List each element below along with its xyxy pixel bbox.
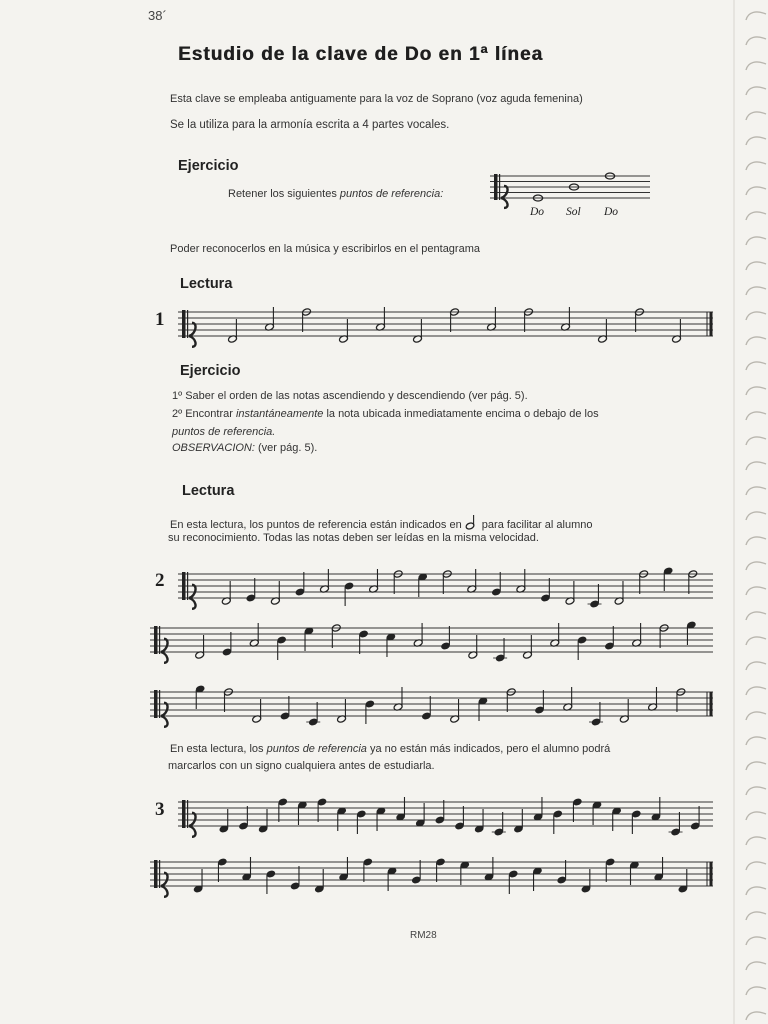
half-note [265,307,275,331]
half-note [228,319,238,343]
quarter-note [441,626,451,650]
quarter-note [535,690,545,714]
quarter-note [669,812,683,836]
half-note [467,569,477,593]
half-note [619,699,629,723]
binding-ring [746,187,766,195]
quarter-note [572,798,582,822]
quarter-note [195,685,205,709]
lectura-heading-2: Lectura [182,483,235,499]
lectura-3-text-1-prefix: En esta lectura, los [170,743,267,755]
quarter-note [339,857,349,881]
binding-ring [746,637,766,645]
quarter-note [435,800,445,824]
staff-reading-1 [178,300,713,350]
half-note [331,624,341,648]
observation [172,442,317,454]
staff-reading-2-row-3 [150,680,713,730]
quarter-note [258,809,268,833]
binding-ring [746,987,766,995]
binding-ring [746,687,766,695]
quarter-note [297,801,307,825]
half-note [563,687,573,711]
binding-ring [746,912,766,920]
binding-ring [746,387,766,395]
quarter-note [356,810,366,834]
binding-ring [746,737,766,745]
half-note [487,307,497,331]
quarter-note [365,700,375,724]
quarter-note [604,626,614,650]
half-note [195,635,205,659]
quarter-note [363,858,373,882]
spiral-binding [730,0,768,1024]
half-note [320,569,330,593]
half-note [468,635,478,659]
half-note-icon [465,515,479,531]
quarter-note [359,630,369,654]
quarter-note [193,869,203,893]
half-note [249,623,259,647]
binding-ring [746,662,766,670]
quarter-note [678,869,688,893]
intro-line-2: Se la utiliza para la armonía escrita a 4 partes vocales. [170,119,450,131]
footer-code: RM28 [410,930,437,941]
binding-ring [746,1012,766,1020]
lectura-2-text-1 [170,515,592,531]
quarter-note [651,797,661,821]
quarter-note [278,798,288,822]
ejercicio-heading-2: Ejercicio [180,363,241,379]
lectura-2-text-2: su reconocimiento. Todas las notas deben ser leídas en la misma velocidad. [168,532,539,544]
half-note [221,581,231,605]
binding-ring [746,487,766,495]
quarter-note [277,636,287,660]
lectura-3-text-1-emphasis: puntos de referencia [266,743,367,755]
quarter-note [290,866,300,890]
binding-ring [746,937,766,945]
quarter-note [460,861,470,885]
binding-ring [746,37,766,45]
quarter-note [589,702,603,726]
c-clef-icon [494,174,508,208]
binding-ring [746,537,766,545]
lectura-3-text-1 [170,743,610,755]
quarter-note [592,801,602,825]
quarter-note [337,807,347,831]
quarter-note [605,858,615,882]
binding-ring [746,362,766,370]
quarter-note [411,860,421,884]
item-2-emphasis: instantáneamente [235,408,324,420]
half-note [672,319,682,343]
quarter-note [513,809,523,833]
quarter-note [344,582,354,606]
quarter-note [690,806,700,830]
quarter-note [304,627,314,651]
exercise-number-2: 2 [155,570,165,591]
binding-ring [746,812,766,820]
half-note [337,699,347,723]
c-clef-icon [182,800,196,837]
reference-staff [490,170,650,210]
c-clef-icon [154,860,168,897]
half-note [413,623,423,647]
half-note [450,699,460,723]
binding-ring [746,237,766,245]
lectura-2-text-1-prefix: En esta lectura, los puntos de referencia están indicados en [170,519,465,531]
half-note [369,569,379,593]
quarter-note [418,573,428,597]
quarter-note [540,578,550,602]
observation-text: (ver pág. 5). [254,442,318,454]
exercise-number-1: 1 [155,309,165,330]
half-note [339,319,349,343]
half-note [632,623,642,647]
staff-reading-2-row-1 [178,562,713,612]
binding-ring [746,212,766,220]
half-note [635,308,645,332]
half-note [413,319,423,343]
quarter-note [663,567,673,591]
lectura-3-text-1-suffix: ya no están más indicados, pero el alumno podrá [366,743,611,755]
c-clef-icon [154,626,168,663]
half-note [639,570,649,594]
page-number: 38´ [148,8,167,23]
binding-ring [746,887,766,895]
reference-note-sol: Sol [566,206,581,218]
c-clef-icon [182,310,196,347]
half-note [270,581,280,605]
quarter-note [577,636,587,660]
recognize-text: Poder reconocerlos en la música y escribirlos en el pentagrama [170,243,480,255]
binding-ring [746,112,766,120]
reference-instruction-prefix: Retener los siguientes [228,188,340,200]
staff-reading-3-row-1 [178,790,713,840]
binding-ring [746,962,766,970]
binding-ring [746,287,766,295]
quarter-note [386,633,396,657]
quarter-note [217,858,227,882]
quarter-note [533,797,543,821]
binding-ring [746,787,766,795]
quarter-note [266,870,276,894]
binding-ring [746,12,766,20]
quarter-note [557,860,567,884]
half-note [659,624,669,648]
quarter-note [629,861,639,885]
half-note [561,307,571,331]
lectura-2-text-1-suffix: para facilitar al alumno [478,519,593,531]
quarter-note [508,870,518,894]
intro-line-1: Esta clave se empleaba antiguamente para la voz de Soprano (voz aguda femenina) [170,93,583,105]
binding-ring [746,462,766,470]
binding-ring [746,562,766,570]
half-note [648,687,658,711]
lectura-heading-1: Lectura [180,276,233,292]
ejercicio-item-2 [172,408,599,420]
quarter-note [553,810,563,834]
quarter-note [654,857,664,881]
binding-ring [746,62,766,70]
ejercicio-heading-1: Ejercicio [178,158,239,174]
quarter-note [686,621,696,645]
quarter-note [239,806,249,830]
quarter-note [421,696,431,720]
c-clef-icon [182,572,196,609]
half-note [442,570,452,594]
binding-ring [746,712,766,720]
c-clef-icon [154,690,168,727]
quarter-note [280,696,290,720]
binding-ring [746,312,766,320]
binding-ring [746,512,766,520]
binding-ring [746,162,766,170]
half-note [565,581,575,605]
staff-reading-3-row-2 [150,850,713,900]
binding-ring [746,437,766,445]
half-note [506,688,516,712]
quarter-note [219,809,229,833]
half-note [450,308,460,332]
binding-ring [746,587,766,595]
binding-ring [746,137,766,145]
half-note [393,570,403,594]
binding-ring [746,412,766,420]
observation-label: OBSERVACION: [172,442,255,454]
half-note [676,688,686,712]
quarter-note [612,807,622,831]
quarter-note [491,572,501,596]
half-note [523,635,533,659]
binding-ring [746,862,766,870]
quarter-note [415,803,425,827]
half-note [376,307,386,331]
binding-ring [746,837,766,845]
quarter-note [246,578,256,602]
quarter-note [474,809,484,833]
half-note [223,688,233,712]
lectura-3-text-2: marcarlos con un signo cualquiera antes de estudiarla. [168,760,435,772]
quarter-note [436,858,446,882]
reference-instruction-emphasis: puntos de referencia: [339,188,444,200]
quarter-note [295,572,305,596]
item-2-prefix: 2º Encontrar [172,408,236,420]
quarter-note [588,584,602,608]
quarter-note [376,807,386,831]
reference-instruction [228,188,443,200]
staff-reading-2-row-2 [150,616,713,666]
quarter-note [242,857,252,881]
quarter-note [314,869,324,893]
half-note [598,319,608,343]
quarter-note [455,806,465,830]
quarter-note [222,632,232,656]
quarter-note [581,869,591,893]
ejercicio-item-2-line-2: puntos de referencia. [172,426,276,438]
half-note [393,687,403,711]
quarter-note [387,867,397,891]
quarter-note [492,812,506,836]
half-note [516,569,526,593]
quarter-note [317,798,327,822]
binding-ring [746,337,766,345]
quarter-note [306,702,320,726]
page-title: Estudio de la clave de Do en 1ª línea [178,44,544,65]
half-note [614,581,624,605]
quarter-note [484,857,494,881]
exercise-number-3: 3 [155,799,165,820]
half-note [524,308,534,332]
binding-ring [746,762,766,770]
ejercicio-item-1: 1º Saber el orden de las notas ascendiendo y descendiendo (ver pág. 5). [172,390,528,402]
quarter-note [631,810,641,834]
quarter-note [493,638,507,662]
half-note [688,570,698,594]
quarter-note [478,697,488,721]
reference-note-do-high: Do [604,206,619,218]
half-note [302,308,312,332]
binding-ring [746,87,766,95]
item-2-suffix: la nota ubicada inmediatamente encima o debajo de los [323,408,599,420]
binding-ring [746,262,766,270]
reference-note-do-low: Do [530,206,545,218]
half-note [550,623,560,647]
half-note [252,699,262,723]
quarter-note [396,797,406,821]
quarter-note [533,867,543,891]
binding-ring [746,612,766,620]
